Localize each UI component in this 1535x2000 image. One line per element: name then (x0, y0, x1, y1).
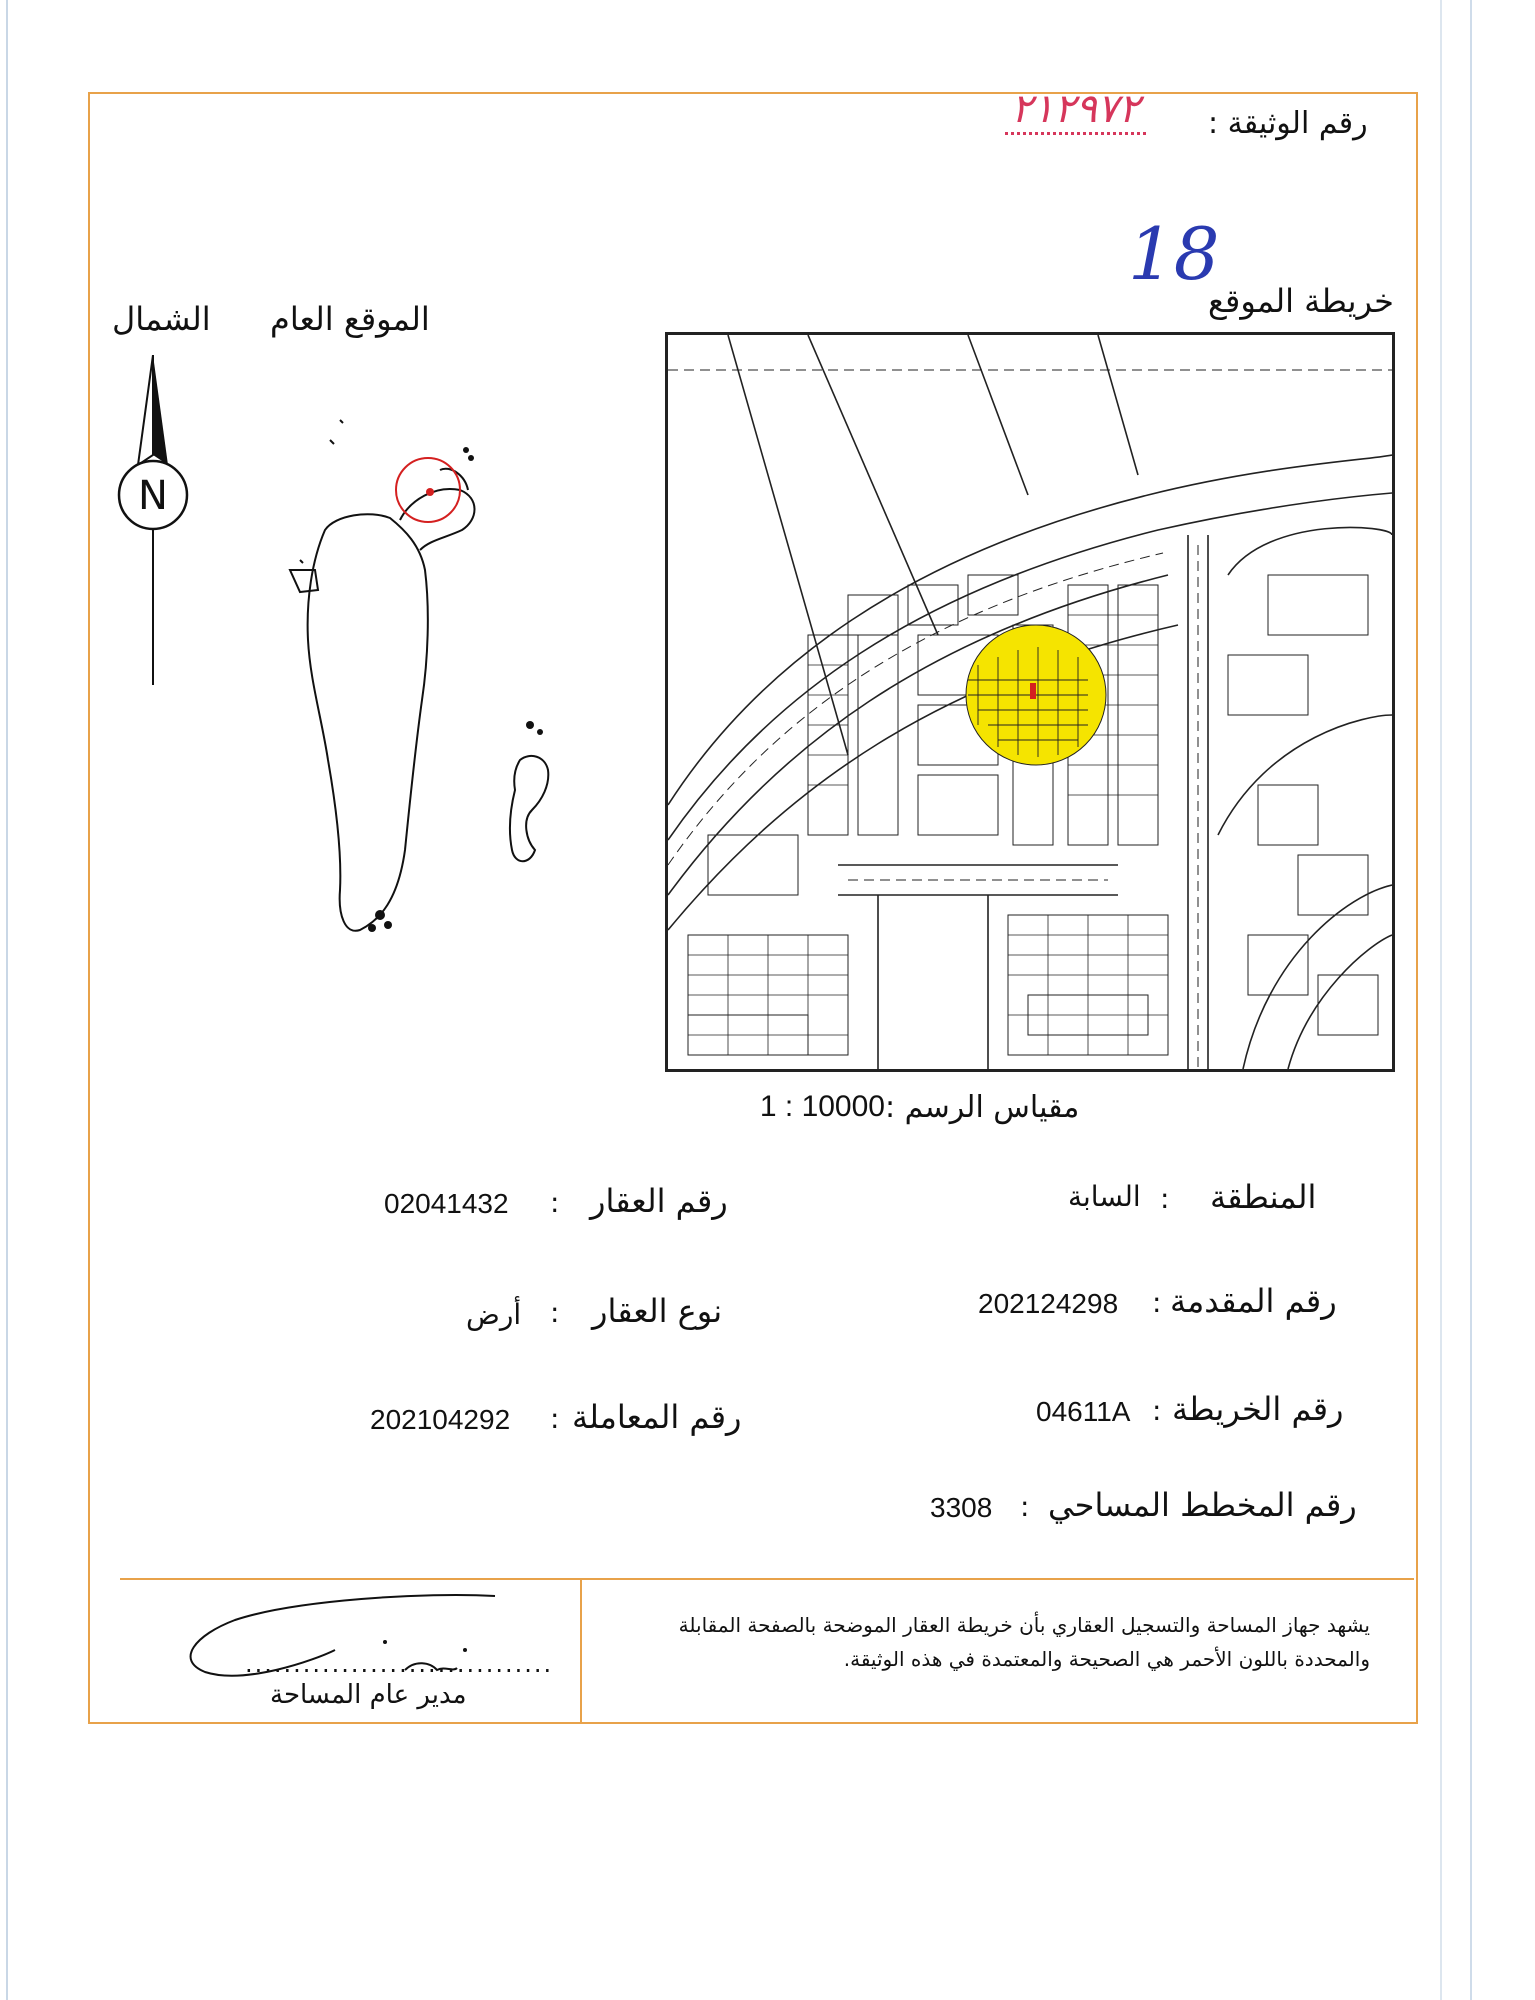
compass-letter: N (138, 473, 168, 519)
map-number-separator: : (1152, 1394, 1162, 1427)
region-separator: : (1160, 1182, 1170, 1215)
location-map-title: خريطة الموقع (1208, 282, 1394, 320)
document-number-handwritten: ٢١٢٩٧٢ (1005, 86, 1146, 135)
survey-plan-separator: : (1020, 1490, 1030, 1523)
location-map (665, 332, 1395, 1072)
survey-plan-value: 3308 (930, 1492, 993, 1523)
page-edge-line-right-2 (1470, 0, 1472, 2000)
application-number-separator: : (1152, 1286, 1162, 1319)
general-location-map (230, 380, 610, 1020)
property-number-label: رقم العقار (590, 1182, 728, 1220)
transaction-number-label: رقم المعاملة (572, 1398, 742, 1436)
transaction-number-value: 202104292 (370, 1404, 511, 1435)
footer-divider (580, 1578, 582, 1724)
handwritten-number: 18 (1128, 212, 1220, 296)
property-number-value: 02041432 (384, 1188, 509, 1219)
location-map-drawing (668, 335, 1392, 1069)
scale-value: 1 : 10000 (759, 1090, 885, 1123)
north-arrow-icon (108, 355, 198, 695)
survey-plan-label: رقم المخطط المساحي (1048, 1486, 1357, 1524)
region-value: السابة (1068, 1180, 1141, 1213)
scale-label: مقياس الرسم : (885, 1090, 1080, 1125)
general-location-title: الموقع العام (270, 300, 430, 338)
application-number-label: رقم المقدمة (1170, 1282, 1337, 1320)
application-number-value: 202124298 (978, 1288, 1119, 1319)
property-number-separator: : (550, 1186, 560, 1219)
page-edge-line-right (1440, 0, 1442, 2000)
document-number-label: رقم الوثيقة : (1208, 106, 1368, 141)
region-label: المنطقة (1210, 1178, 1317, 1216)
map-number-value: 04611A (1036, 1396, 1131, 1427)
signature-label: مدير عام المساحة (270, 1680, 467, 1710)
certification-text: يشهد جهاز المساحة والتسجيل العقاري بأن خريطة العقار الموضحة بالصفحة المقابلة والمحددة باللون الأحمر هي الصحيحة والمعتمدة في هذه الوثيقة. (678, 1613, 1370, 1671)
property-type-label: نوع العقار (592, 1292, 723, 1330)
property-type-separator: : (550, 1296, 560, 1329)
signature-dots: ................................ (245, 1650, 554, 1678)
page-edge-line-left (6, 0, 8, 2000)
north-label: الشمال (112, 300, 211, 338)
transaction-number-separator: : (550, 1402, 560, 1435)
property-type-value: أرض (466, 1298, 522, 1331)
map-number-label: رقم الخريطة (1172, 1390, 1344, 1428)
